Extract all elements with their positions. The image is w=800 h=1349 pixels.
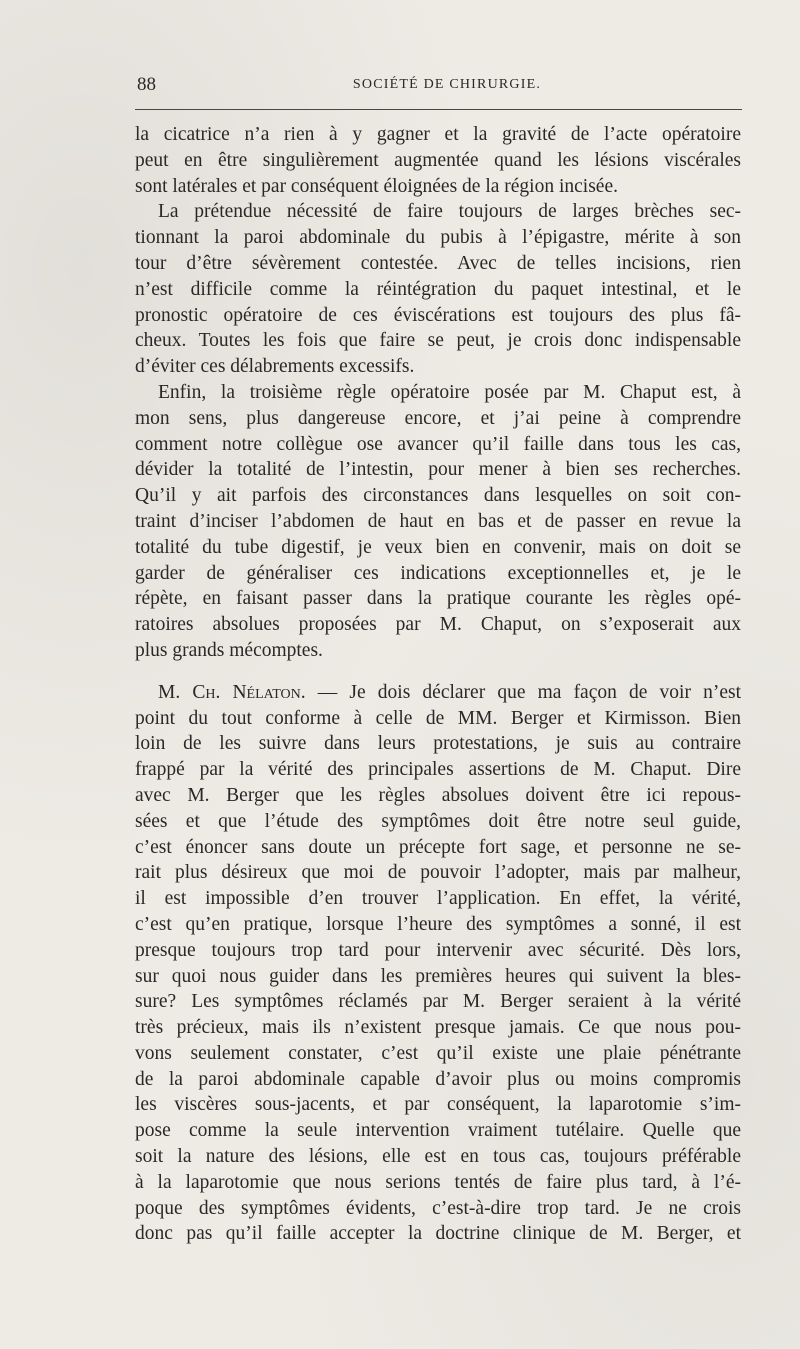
text-line: traint d’inciser l’abdomen de haut en bas et de passer en revue la — [135, 510, 741, 532]
text-line: rait plus désireux que moi de pouvoir l’adopter, mais par malheur, — [135, 862, 741, 884]
paragraph — [135, 680, 741, 1248]
text-line: mon sens, plus dangereuse encore, et j’ai peine à comprendre — [135, 407, 741, 429]
running-head — [137, 74, 741, 100]
text-line: pose comme la seule intervention vraiment tutélaire. Quelle que — [135, 1120, 741, 1142]
text-line: de la paroi abdominale capable d’avoir plus ou moins compromis — [135, 1068, 741, 1090]
text-line: sont latérales et par conséquent éloignées de la région incisée. — [135, 175, 618, 197]
text-line: frappé par la vérité des principales assertions de M. Chaput. Dire — [135, 759, 741, 781]
text-line: totalité du tube digestif, je veux bien en convenir, mais on doit se — [135, 536, 741, 558]
text-line: c’est qu’en pratique, lorsque l’heure des symptômes a sonné, il est — [135, 913, 741, 935]
text-line: c’est énoncer sans doute un précepte fort sage, et personne ne se- — [135, 836, 741, 858]
text-line: les viscères sous-jacents, et par conséquent, la laparotomie s’im- — [135, 1094, 741, 1116]
text-line: avec M. Berger que les règles absolues doivent être ici repous- — [135, 784, 741, 806]
text-line: plus grands mécomptes. — [135, 639, 323, 661]
running-title: SOCIÉTÉ DE CHIRURGIE. — [352, 77, 542, 92]
text-line: Qu’il y ait parfois des circonstances dans lesquelles on soit con- — [135, 485, 741, 507]
text-line: tour d’être sévèrement contestée. Avec de telles incisions, rien — [135, 252, 741, 274]
text-line: garder de généraliser ces indications exceptionnelles et, je le — [135, 562, 741, 584]
text-line: Enfin, la troisième règle opératoire posée par M. Chaput est, à — [158, 381, 741, 403]
text-line: poque des symptômes évidents, c’est-à-dire trop tard. Je ne crois — [135, 1197, 741, 1219]
text-line: donc pas qu’il faille accepter la doctrine clinique de M. Berger, et — [135, 1223, 741, 1245]
paragraph — [135, 122, 741, 199]
text-line: d’éviter ces délabrements excessifs. — [135, 356, 415, 378]
text-line: à la laparotomie que nous serions tentés de faire plus tard, à l’é- — [135, 1171, 741, 1193]
text-line: point du tout conforme à celle de MM. Berger et Kirmisson. Bien — [135, 707, 741, 729]
body-text — [135, 122, 741, 1247]
text-line: loin de les suivre dans leurs protestations, je suis au contraire — [135, 733, 741, 755]
text-line: très précieux, mais ils n’existent presque jamais. Ce que nous pou- — [135, 1017, 741, 1039]
text-line: n’est difficile comme la réintégration du paquet intestinal, et le — [135, 278, 741, 300]
text-line — [135, 680, 741, 706]
text-line: pronostic opératoire de ces éviscérations est toujours des plus fâ- — [135, 304, 741, 326]
text-line: tionnant la paroi abdominale du pubis à l’épigastre, mérite à son — [135, 227, 741, 249]
paragraph — [135, 199, 741, 380]
text-line: comment notre collègue ose avancer qu’il faille dans tous les cas, — [135, 433, 741, 455]
text-line: cheux. Toutes les fois que faire se peut, je crois donc indispensable — [135, 330, 741, 352]
text-line: sur quoi nous guider dans les premières heures qui suivent la bles- — [135, 965, 741, 987]
text-line: soit la nature des lésions, elle est en tous cas, toujours préférable — [135, 1146, 741, 1168]
speaker-text: — Je dois déclarer que ma façon de voir n’est — [305, 681, 741, 703]
text-line: sure? Les symptômes réclamés par M. Berger seraient à la vérité — [135, 991, 741, 1013]
header-rule — [135, 109, 742, 110]
text-line: ratoires absolues proposées par M. Chaput, on s’exposerait aux — [135, 614, 741, 636]
text-line: dévider la totalité de l’intestin, pour mener à bien ses recherches. — [135, 459, 741, 481]
page-number: 88 — [137, 74, 156, 95]
text-line: presque toujours trop tard pour intervenir avec sécurité. Dès lors, — [135, 939, 741, 961]
text-line: la cicatrice n’a rien à y gagner et la gravité de l’acte opératoire — [135, 124, 741, 145]
text-line: La prétendue nécessité de faire toujours de larges brèches sec- — [158, 201, 741, 223]
text-line: vons seulement constater, c’est qu’il existe une plaie pénétrante — [135, 1042, 741, 1064]
paragraph — [135, 380, 741, 664]
text-line: peut en être singulièrement augmentée quand les lésions viscérales — [135, 149, 741, 171]
speaker-name: M. Ch. Nélaton. — [158, 681, 306, 703]
text-line: sées et que l’étude des symptômes doit être notre seul guide, — [135, 810, 741, 832]
text-line: répète, en faisant passer dans la pratique courante les règles opé- — [135, 588, 741, 610]
text-line: il est impossible d’en trouver l’application. En effet, la vérité, — [135, 888, 741, 910]
